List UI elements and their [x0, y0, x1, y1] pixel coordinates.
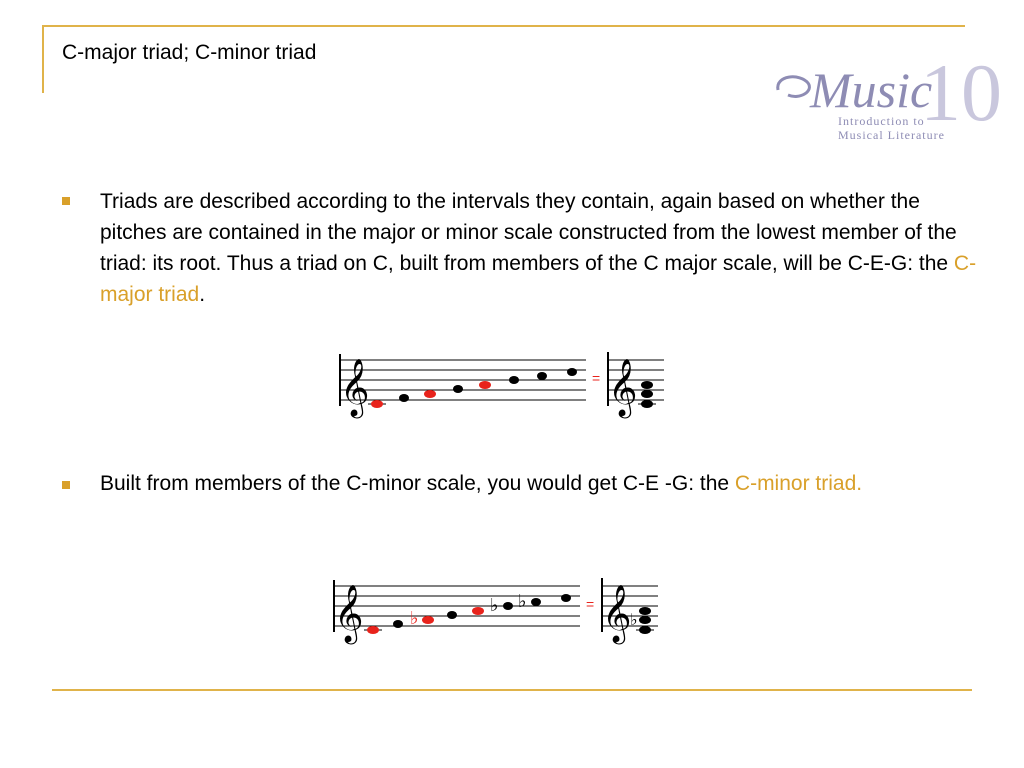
bullet-1-tail: .	[199, 283, 206, 306]
flat-icon: ♭	[410, 608, 419, 629]
bullet-1-highlight: C-major triad	[100, 252, 977, 306]
left-rule	[42, 25, 44, 93]
flat-icon: ♭	[630, 610, 638, 629]
bullet-2-body: Built from members of the C-minor scale, you would get C-E -G: the	[100, 472, 735, 495]
bottom-rule	[52, 689, 972, 691]
bullet-1-body: Triads are described according to the intervals they contain, again based on whether the pitches are contained in the major or minor scale constructed from the lowest member of the triad: its root. Thus a triad on C, built from members of the C major scale, will be C-E-G: the	[100, 190, 957, 275]
flat-icon: ♭	[518, 591, 527, 612]
c-minor-scale-figure	[330, 574, 670, 640]
logo-line1: Introduction to	[838, 114, 925, 128]
logo-line2: Musical Literature	[838, 128, 945, 142]
bullet-2-text	[100, 468, 920, 499]
bullet-marker	[62, 197, 70, 205]
logo-wordmark: Music	[810, 62, 933, 118]
logo-number: 10	[920, 47, 1002, 138]
slide-title: C-major triad; C-minor triad	[62, 41, 317, 64]
treble-clef-icon: 𝄞	[608, 358, 638, 416]
treble-clef-icon: 𝄞	[602, 584, 632, 642]
bullet-marker	[62, 481, 70, 489]
treble-clef-icon: 𝄞	[334, 584, 364, 642]
treble-clef-icon: 𝄞	[340, 358, 370, 416]
equals-sign: =	[586, 596, 595, 612]
top-rule	[42, 25, 965, 27]
bullet-2-highlight: C-minor triad.	[734, 472, 863, 495]
flat-icon: ♭	[490, 595, 499, 616]
music-10-logo	[770, 45, 1002, 145]
bullet-1-text	[100, 186, 980, 310]
equals-sign: =	[592, 370, 601, 386]
c-major-scale-figure	[336, 348, 676, 414]
